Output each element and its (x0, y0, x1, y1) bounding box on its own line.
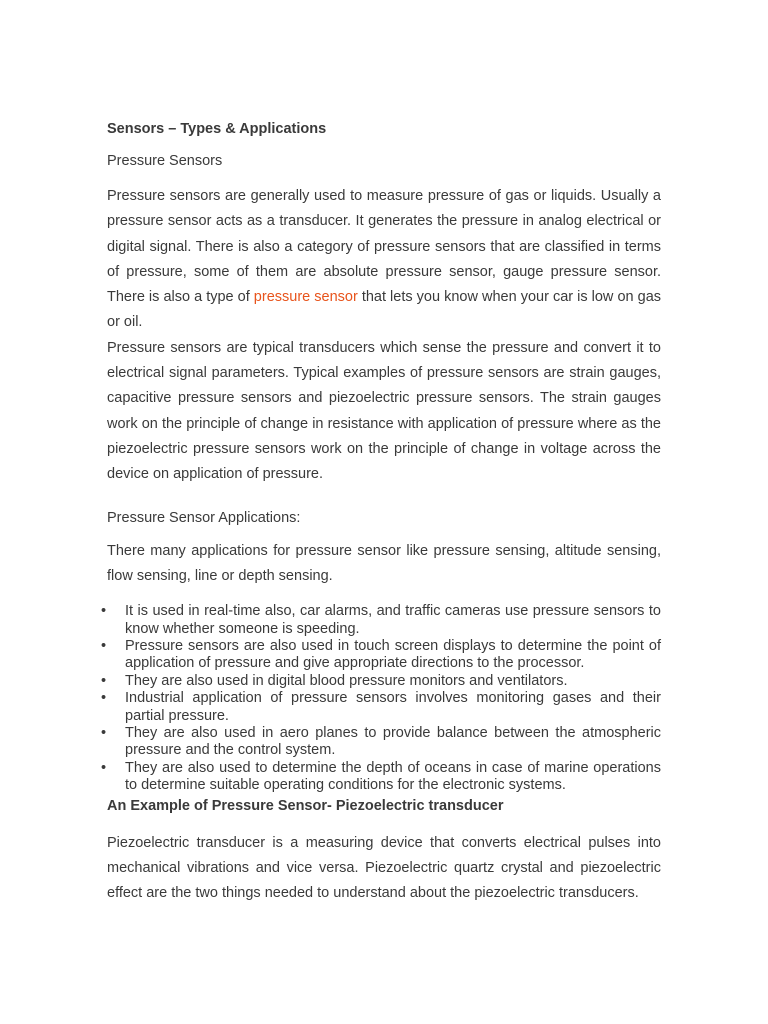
list-item-text: It is used in real-time also, car alarms, and traffic cameras use pressure sensors to know whether someone is speeding. (125, 603, 661, 637)
bullet-icon: • (101, 725, 107, 741)
list-item (101, 690, 661, 725)
list-item-text: They are also used in digital blood pressure monitors and ventilators. (125, 672, 568, 689)
applications-list (101, 603, 661, 794)
applications-intro: There many applications for pressure sensor like pressure sensing, altitude sensing, flow sensing, line or depth sensing. (107, 542, 661, 584)
bullet-icon: • (101, 672, 107, 689)
paragraph-intro-text-2: that lets you know when your car is low on gas or oil. (107, 289, 662, 331)
list-item-text: They are also used to determine the depth of oceans in case of marine operations to determine suitable operating conditions for the electronic systems. (125, 759, 661, 794)
bullet-icon: • (101, 759, 107, 776)
list-item (101, 637, 661, 673)
applications-heading: Pressure Sensor Applications: (107, 509, 301, 526)
example-paragraph: Piezoelectric transducer is a measuring device that converts electrical pulses into mechanical vibrations and vice versa. Piezoelectric quartz crystal and piezoelectric effect are the two things needed to understand about the piezoelectric transducers. (107, 834, 661, 902)
list-item-text: They are also used in aero planes to provide balance between the atmospheric pressure and the control system. (125, 725, 661, 759)
list-item (101, 672, 661, 690)
list-item (101, 725, 661, 760)
list-item (101, 759, 661, 795)
bullet-icon: • (101, 690, 107, 707)
paragraph-intro (107, 184, 661, 336)
section-heading: Pressure Sensors (107, 153, 223, 169)
document-content (101, 118, 662, 907)
bullet-icon: • (101, 603, 107, 620)
paragraph-intro-text-1: Pressure sensors are generally used to measure pressure of gas or liquids. Usually a pressure sensor acts as a transducer. It generates the pressure in analog electrical or digital signal. There is also a category of pressure sensors that are classified in terms of pressure, some of them are absolute pressure sensor, gauge pressure sensor. There is also a type of (107, 188, 661, 306)
bullet-icon: • (101, 637, 107, 654)
example-heading: An Example of Pressure Sensor- Piezoelectric transducer (107, 797, 504, 814)
paragraph-transducers: Pressure sensors are typical transducers which sense the pressure and convert it to electrical signal parameters. Typical examples of pressure sensors are strain gauges, capacitive pressure sensors and piezoelectric pressure sensors. The strain gauges work on the principle of change in resistance with application of pressure where as the piezoelectric pressure sensors work on the principle of change in voltage across the device on application of pressure. (107, 339, 661, 483)
list-item (101, 603, 661, 638)
pressure-sensor-link[interactable]: pressure sensor (253, 289, 358, 306)
list-item-text: Pressure sensors are also used in touch screen displays to determine the point of application of pressure and give appropriate directions to the processor. (125, 637, 661, 672)
list-item-text: Industrial application of pressure sensors involves monitoring gases and their partial pressure. (125, 690, 661, 724)
document-title: Sensors – Types & Applications (107, 121, 327, 137)
